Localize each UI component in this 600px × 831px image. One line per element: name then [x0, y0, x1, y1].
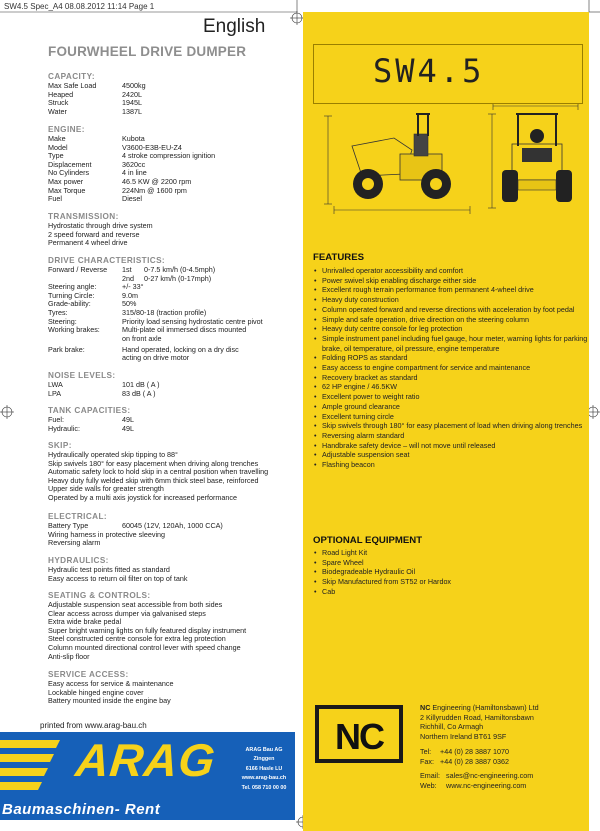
list-item: • Biodegradeable Hydraulic Oil	[313, 567, 588, 577]
nc-web: Web: www.nc-engineering.com	[420, 780, 527, 790]
list-item: • Unrivalled operator accessibility and comfort	[313, 266, 588, 276]
spec-row: acting on drive motor	[122, 353, 190, 363]
optional-list	[313, 548, 588, 597]
list-item: • Ample ground clearance	[313, 402, 588, 412]
spec-line: Hydraulic test points fitted as standard	[48, 565, 170, 574]
list-item: • Heavy duty centre console for leg protection	[313, 324, 588, 334]
spec-row: Water 1387L	[48, 106, 142, 116]
page-title: FOURWHEEL DRIVE DUMPER	[48, 44, 247, 59]
hydraulics-heading: HYDRAULICS:	[48, 556, 109, 565]
list-item: • Simple and safe operation, drive direction on the steering column	[313, 315, 588, 325]
list-item: • Skip Manufactured from ST52 or Hardox	[313, 577, 588, 587]
spec-line: Super bright warning lights on fully featured display instrument	[48, 625, 247, 635]
nc-email: Email: sales@nc-engineering.com	[420, 771, 534, 781]
list-item: • Excellent power to weight ratio	[313, 392, 588, 402]
spec-row: Steering: Priority load sensing hydrostatic centre pivot	[48, 316, 263, 326]
noise-heading: NOISE LEVELS:	[48, 371, 116, 380]
spec-line: Automatic safety lock to hold skip in a central position when travelling	[48, 467, 269, 477]
list-item: • Easy access to engine compartment for service and maintenance	[313, 363, 588, 373]
spec-row: Fuel Diesel	[48, 194, 142, 204]
list-item: • Road Light Kit	[313, 548, 588, 558]
features-list	[313, 266, 588, 470]
spec-line: Clear access across dumper via galvanised steps	[48, 608, 206, 618]
spec-line: Adjustable suspension seat accessible from both sides	[48, 600, 223, 609]
spec-line: Wiring harness in protective sleeving	[48, 529, 166, 539]
spec-row: Max power 46.5 KW @ 2200 rpm	[48, 177, 192, 186]
spec-row: Forward / Reverse 1st 0-7.5 km/h (0-4.5mph)	[48, 265, 216, 274]
arag-contact	[229, 746, 299, 793]
transmission-heading: TRANSMISSION:	[48, 212, 119, 221]
list-item: • Simple instrument panel including fuel gauge, hour meter, warning lights for parking brake, oil temperature, oil pressure, engine temperature	[313, 334, 588, 353]
spec-line: Lockable hinged engine cover	[48, 687, 144, 697]
dumper-side-view	[352, 114, 451, 199]
printed-from-note: printed from www.arag-bau.ch	[40, 721, 147, 730]
spec-line: Hydrostatic through drive system	[48, 221, 153, 230]
nc-address: Northern Ireland BT61 9SF	[420, 732, 507, 742]
spec-line: Skip swivels 180° for easy placement when driving along trenches	[48, 458, 259, 468]
spec-row: Max Torque 224Nm @ 1600 rpm	[48, 185, 187, 195]
spec-row: Model V3600-E3B-EU-Z4	[48, 142, 182, 152]
spec-row: on front axle	[122, 333, 162, 343]
spec-line: Reversing alarm	[48, 538, 101, 548]
list-item: • Power swivel skip enabling discharge either side	[313, 276, 588, 286]
arag-logo: ARAG	[73, 734, 219, 786]
dumper-front-view	[502, 114, 572, 202]
nc-address: Richhill, Co Armagh	[420, 722, 484, 732]
drive-heading: DRIVE CHARACTERISTICS:	[48, 256, 166, 265]
arag-website: www.arag-bau.ch	[241, 775, 287, 782]
spec-row: Grade-ability: 50%	[48, 299, 137, 309]
list-item: • Cab	[313, 587, 588, 597]
model-name: SW4.5	[373, 52, 485, 90]
spec-row: Working brakes: Multi-plate oil immersed discs mounted	[48, 325, 247, 335]
nc-address: 2 Killyrudden Road, Hamiltonsbawn	[420, 712, 534, 722]
arag-company: ARAG Bau AG	[245, 747, 283, 753]
spec-row: Heaped 2420L	[48, 89, 142, 99]
optional-heading: OPTIONAL EQUIPMENT	[313, 535, 423, 546]
engine-heading: ENGINE:	[48, 125, 85, 134]
list-item: • Reversing alarm standard	[313, 431, 588, 441]
spec-line: Steel constructed centre console for extra leg protection	[48, 634, 226, 644]
features-heading: FEATURES	[313, 252, 364, 263]
capacity-heading: CAPACITY:	[48, 72, 95, 81]
spec-row: LWA 101 dB ( A )	[48, 380, 160, 389]
electrical-heading: ELECTRICAL:	[48, 512, 107, 521]
spec-row: Turning Circle: 9.0m	[48, 290, 138, 300]
list-item: • Column operated forward and reverse directions with acceleration by foot pedal	[313, 305, 588, 315]
arag-address: 6166 Hasle LU	[245, 765, 283, 772]
spec-row: Steering angle: +/- 33°	[48, 282, 144, 292]
list-item: • 62 HP engine / 46.5KW	[313, 382, 588, 392]
spec-row: Tyres: 315/80-18 (traction profile)	[48, 308, 207, 317]
spec-row: Fuel: 49L	[48, 415, 134, 424]
list-item: • Excellent turning circle	[313, 412, 588, 422]
arag-address: Zinggen	[253, 756, 275, 763]
dumper-drawing	[318, 104, 586, 222]
spec-line: Operated by a multi axis joystick for increased performance	[48, 493, 237, 502]
nc-logo	[315, 705, 403, 763]
spec-line: Extra wide brake pedal	[48, 617, 122, 627]
list-item: • Skip swivels through 180° for easy placement of load when driving along trenches	[313, 421, 588, 431]
spec-line: Hydraulically operated skip tipping to 88°	[48, 450, 178, 459]
spec-row: Displacement 3620cc	[48, 159, 146, 169]
spec-line: Permanent 4 wheel drive	[48, 238, 128, 248]
spec-line: Heavy duty fully welded skip with 6mm thick steel base, reinforced	[48, 475, 259, 485]
spec-row: Struck 1945L	[48, 98, 142, 108]
spec-line: Easy access for service & maintenance	[48, 679, 174, 688]
spec-row: No Cylinders 4 in line	[48, 168, 147, 178]
nc-fax: Fax: +44 (0) 28 3887 0362	[420, 756, 509, 766]
nc-company: NC Engineering (Hamiltonsbawn) Ltd	[420, 703, 539, 712]
list-item: • Folding ROPS as standard	[313, 353, 588, 363]
nc-logo-text: NC	[335, 716, 383, 757]
spec-line: Easy access to return oil filter on top of tank	[48, 573, 188, 583]
list-item: • Handbrake safety device – will not move until released	[313, 441, 588, 451]
language-label: English	[203, 16, 266, 37]
spec-line: Upper side walls for greater strength	[48, 484, 164, 494]
spec-line: Battery mounted inside the engine bay	[48, 696, 171, 706]
seating-heading: SEATING & CONTROLS:	[48, 591, 151, 600]
list-item: • Recovery bracket as standard	[313, 373, 588, 383]
list-item: • Adjustable suspension seat	[313, 450, 588, 460]
spec-line: 2 speed forward and reverse	[48, 229, 140, 239]
arag-slogan: Baumaschinen- Rent	[2, 801, 161, 818]
tank-heading: TANK CAPACITIES:	[48, 406, 131, 415]
arag-phone: Tel. 058 710 00 00	[241, 784, 287, 791]
spec-row: Park brake: Hand operated, locking on a dry disc	[48, 344, 239, 354]
nc-logo-mark	[315, 705, 403, 763]
spec-row: 2nd 0-27 km/h (0-17mph)	[122, 273, 212, 283]
list-item: • Heavy duty construction	[313, 295, 588, 305]
spec-row: Max Safe Load 4500kg	[48, 81, 146, 90]
skip-heading: SKIP:	[48, 441, 72, 450]
spec-row: Make Kubota	[48, 134, 145, 143]
spec-line: Column mounted directional control lever with speed change	[48, 643, 241, 652]
list-item: • Spare Wheel	[313, 558, 588, 568]
print-header: SW4.5 Spec_A4 08.08.2012 11:14 Page 1	[4, 2, 155, 11]
list-item: • Excellent rough terrain performance from permanent 4-wheel drive	[313, 285, 588, 295]
spec-row: Battery Type 60045 (12V, 120Ah, 1000 CCA)	[48, 521, 223, 530]
nc-tel: Tel: +44 (0) 28 3887 1070	[420, 746, 509, 756]
nc-contact-block	[420, 703, 539, 791]
spec-row: LPA 83 dB ( A )	[48, 388, 156, 398]
spec-row: Type 4 stroke compression ignition	[48, 151, 216, 161]
service-heading: SERVICE ACCESS:	[48, 670, 129, 679]
spec-row: Hydraulic: 49L	[48, 423, 134, 433]
spec-line: Anti-slip floor	[48, 651, 90, 661]
list-item: • Flashing beacon	[313, 460, 588, 470]
